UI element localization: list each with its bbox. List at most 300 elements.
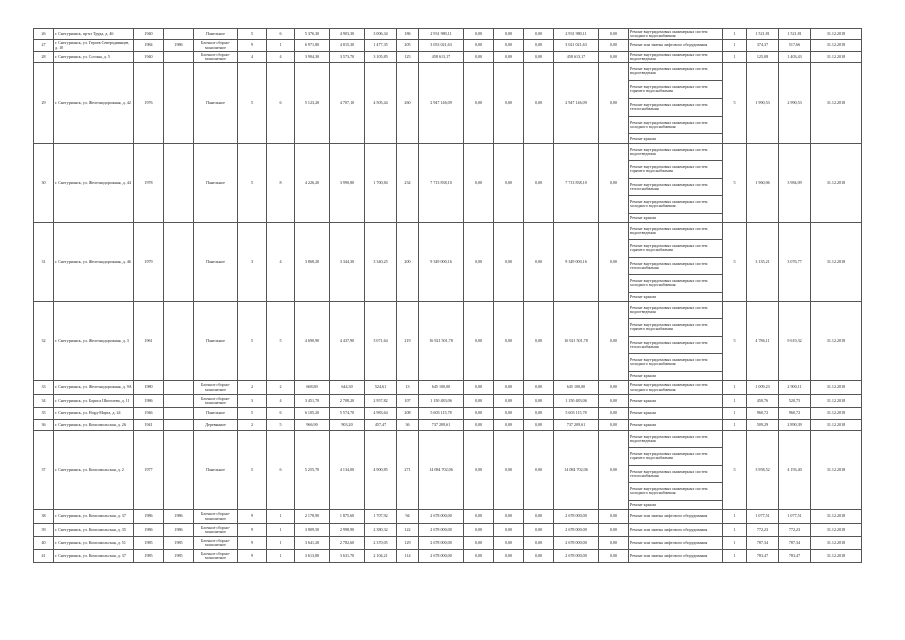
federal-fund-cell: 0,00	[464, 223, 494, 302]
other-funds-cell: 0,00	[599, 408, 629, 420]
units-cell: 1	[723, 524, 747, 537]
other-funds-cell: 0,00	[599, 381, 629, 395]
work-item: Ремонт крыши	[630, 410, 656, 416]
municipal-budget-cell: 0,00	[524, 550, 554, 563]
other-funds-cell: 0,00	[599, 431, 629, 510]
living-area-cell: 3 990,80	[330, 144, 365, 223]
address-cell: г. Снегурианск, ул. Сосина, д. 5	[54, 52, 134, 63]
wall-material-cell: Панельное	[194, 408, 238, 420]
municipal-budget-cell: 0,00	[524, 537, 554, 550]
work-item: Ремонт или замена лифтового оборудования	[630, 513, 708, 519]
other-funds-cell: 0,00	[599, 537, 629, 550]
works-list	[629, 524, 722, 536]
living-area-cell: 4 707,10	[330, 63, 365, 144]
total-area-cell: 4 690,90	[295, 302, 330, 381]
works-list	[629, 408, 722, 419]
regional-budget-cell: 0,00	[494, 52, 524, 63]
works-list	[629, 510, 722, 523]
total-area-cell: 4 226,20	[295, 144, 330, 223]
wall-material-cell: Блочное сборно-монолитное	[194, 524, 238, 537]
deadline-cell: 31.12.2018	[811, 29, 862, 40]
total-area-cell: 5 376,30	[295, 29, 330, 40]
works-cell	[629, 40, 723, 52]
owners-funds-cell: 3 021 021,63	[554, 40, 599, 52]
address-cell: г. Снегурианск, ул. Железнодорожная, д. 42	[54, 63, 134, 144]
commission-year-cell	[164, 408, 194, 420]
floors-cell: 9	[238, 550, 267, 563]
work-item: Ремонт внутридомовых инженерных систем водоотведения	[629, 223, 722, 240]
federal-fund-cell: 0,00	[464, 524, 494, 537]
residents-cell: 271	[397, 431, 419, 510]
capital-repair-table-page	[33, 28, 861, 580]
works-list	[629, 420, 722, 430]
deadline-cell: 31.12.2018	[811, 381, 862, 395]
deadline-cell: 31.12.2018	[811, 144, 862, 223]
total-area-cell: 3 809,50	[295, 524, 330, 537]
table-row	[34, 63, 862, 144]
living-area-cell: 2 708,20	[330, 395, 365, 408]
table-body	[34, 29, 862, 563]
address-cell: г. Снегурианск, ул. Комсомольская, д. 51	[54, 537, 134, 550]
floors-cell: 9	[238, 40, 267, 52]
nonliving-area-cell: 4 900,85	[365, 431, 397, 510]
total-cost-cell: 2 678 000,00	[419, 550, 464, 563]
unit-cost-cell: 783,47	[747, 550, 779, 563]
work-item: Ремонт внутридомовых инженерных систем холодного водоснабжения	[629, 275, 722, 293]
total-cost-cell: 14 084 702,06	[419, 431, 464, 510]
works-list	[629, 40, 722, 51]
max-cost-cell: 3 076,77	[779, 223, 811, 302]
works-list	[629, 223, 722, 301]
address-cell: г. Снегурианск, ул. Железнодорожная, д. 9А	[54, 381, 134, 395]
max-cost-cell: 2 990,53	[779, 63, 811, 144]
commission-year-cell	[164, 395, 194, 408]
floors-cell: 3	[238, 223, 267, 302]
total-area-cell: 3 641,20	[295, 537, 330, 550]
wall-material-cell: Панельное	[194, 63, 238, 144]
work-item: Ремонт внутридомовых инженерных систем теплоснабжения	[629, 465, 722, 483]
regional-budget-cell: 0,00	[494, 408, 524, 420]
deadline-cell: 31.12.2018	[811, 431, 862, 510]
owners-funds-cell: 458 613,17	[554, 52, 599, 63]
unit-cost-cell: 125,08	[747, 52, 779, 63]
other-funds-cell: 0,00	[599, 29, 629, 40]
work-item: Ремонт крыши	[630, 372, 656, 378]
regional-budget-cell: 0,00	[494, 550, 524, 563]
nonliving-area-cell: 1 707,92	[365, 510, 397, 524]
row-number: 37	[34, 431, 54, 510]
deadline-cell: 31.12.2018	[811, 223, 862, 302]
address-cell: г. Снегурианск, ул. Комсомольская, д. 26	[54, 420, 134, 431]
works-cell	[629, 381, 723, 395]
floors-cell: 5	[238, 431, 267, 510]
work-item: Ремонт внутридомовых инженерных систем холодного водоснабжения	[629, 196, 722, 214]
living-area-cell: 4 815,30	[330, 40, 365, 52]
unit-cost-cell: 1 009,23	[747, 381, 779, 395]
unit-cost-cell: 1 521,81	[747, 29, 779, 40]
row-number: 40	[34, 537, 54, 550]
nonliving-area-cell: 2 957,82	[365, 395, 397, 408]
living-area-cell: 2 998,90	[330, 524, 365, 537]
table-row	[34, 381, 862, 395]
build-year-cell: 1984	[134, 40, 164, 52]
entrances-cell: 5	[267, 302, 295, 381]
nonliving-area-cell: 3 006,34	[365, 29, 397, 40]
regional-budget-cell: 0,00	[494, 510, 524, 524]
row-number: 32	[34, 302, 54, 381]
max-cost-cell: 772,23	[779, 524, 811, 537]
federal-fund-cell: 0,00	[464, 510, 494, 524]
living-area-cell: 1 875,60	[330, 510, 365, 524]
total-cost-cell: 2 678 000,00	[419, 537, 464, 550]
entrances-cell: 1	[267, 510, 295, 524]
works-cell	[629, 524, 723, 537]
build-year-cell: 1977	[134, 431, 164, 510]
work-item: Ремонт или замена лифтового оборудования	[630, 539, 708, 545]
work-item: Ремонт внутридомовых инженерных систем горячего водоснабжения	[629, 80, 722, 98]
row-number: 30	[34, 144, 54, 223]
build-year-cell: 1941	[134, 420, 164, 431]
total-cost-cell: 3 053 021,63	[419, 40, 464, 52]
wall-material-cell: Панельное	[194, 223, 238, 302]
works-cell	[629, 63, 723, 144]
max-cost-cell: 9 619,32	[779, 302, 811, 381]
build-year-cell: 1976	[134, 63, 164, 144]
floors-cell: 9	[238, 510, 267, 524]
nonliving-area-cell: 2 104,21	[365, 550, 397, 563]
row-number: 35	[34, 408, 54, 420]
nonliving-area-cell: 1 700,84	[365, 144, 397, 223]
residents-cell: 260	[397, 63, 419, 144]
unit-cost-cell: 374,37	[747, 40, 779, 52]
works-cell	[629, 144, 723, 223]
table-row	[34, 395, 862, 408]
federal-fund-cell: 0,00	[464, 40, 494, 52]
residents-cell: 13	[397, 381, 419, 395]
floors-cell: 2	[238, 381, 267, 395]
other-funds-cell: 0,00	[599, 524, 629, 537]
work-item: Ремонт внутридомовых инженерных систем теплоснабжения	[629, 336, 722, 354]
address-cell: г. Снегурианск, ул. Бориса Шиголева, д. 11	[54, 395, 134, 408]
entrances-cell: 6	[267, 408, 295, 420]
total-cost-cell: 16 921 501,78	[419, 302, 464, 381]
residents-cell: 129	[397, 537, 419, 550]
floors-cell: 3	[238, 395, 267, 408]
municipal-budget-cell: 0,00	[524, 395, 554, 408]
other-funds-cell: 0,00	[599, 510, 629, 524]
works-cell	[629, 537, 723, 550]
work-item: Ремонт или замена лифтового оборудования	[630, 42, 708, 48]
table-row	[34, 408, 862, 420]
works-cell	[629, 223, 723, 302]
table-row	[34, 510, 862, 524]
entrances-cell: 2	[267, 381, 295, 395]
federal-fund-cell: 0,00	[464, 420, 494, 431]
residents-cell: 208	[397, 408, 419, 420]
address-cell: г. Снегурианск, ул. Комсомольская, д. 37	[54, 550, 134, 563]
build-year-cell: 1986	[134, 395, 164, 408]
max-cost-cell: 520,75	[779, 395, 811, 408]
total-cost-cell: 737 209,61	[419, 420, 464, 431]
municipal-budget-cell: 0,00	[524, 431, 554, 510]
units-cell: 1	[723, 420, 747, 431]
units-cell: 1	[723, 52, 747, 63]
total-area-cell: 966,90	[295, 420, 330, 431]
regional-budget-cell: 0,00	[494, 302, 524, 381]
wall-material-cell: Блочное сборно-монолитное	[194, 550, 238, 563]
total-cost-cell: 1 150 483,06	[419, 395, 464, 408]
max-cost-cell: 960,72	[779, 408, 811, 420]
unit-cost-cell: 1 960,06	[747, 144, 779, 223]
commission-year-cell: 1985	[164, 550, 194, 563]
address-cell: г. Снегурианск, ул. Комсомольская, д. 35	[54, 524, 134, 537]
nonliving-area-cell: 457,47	[365, 420, 397, 431]
federal-fund-cell: 0,00	[464, 395, 494, 408]
commission-year-cell	[164, 29, 194, 40]
other-funds-cell: 0,00	[599, 40, 629, 52]
residents-cell: 114	[397, 550, 419, 563]
federal-fund-cell: 0,00	[464, 302, 494, 381]
commission-year-cell: 1986	[164, 510, 194, 524]
build-year-cell: 1986	[134, 524, 164, 537]
build-year-cell: 1946	[134, 408, 164, 420]
regional-budget-cell: 0,00	[494, 537, 524, 550]
living-area-cell: 3 631,70	[330, 550, 365, 563]
works-cell	[629, 52, 723, 63]
units-cell: 5	[723, 63, 747, 144]
units-cell: 1	[723, 408, 747, 420]
works-cell	[629, 420, 723, 431]
table-row	[34, 302, 862, 381]
work-item: Ремонт внутридомовых инженерных систем горячего водоснабжения	[629, 161, 722, 179]
build-year-cell: 1980	[134, 381, 164, 395]
other-funds-cell: 0,00	[599, 550, 629, 563]
row-number: 31	[34, 223, 54, 302]
floors-cell: 5	[238, 63, 267, 144]
works-list	[629, 537, 722, 549]
units-cell: 1	[723, 550, 747, 563]
residents-cell: 125	[397, 52, 419, 63]
work-item: Ремонт внутридомовых инженерных систем холодного водоснабжения	[630, 382, 708, 392]
row-number: 26	[34, 29, 54, 40]
work-item: Ремонт внутридомовых инженерных систем водоотведения	[629, 144, 722, 161]
unit-cost-cell: 1 077,51	[747, 510, 779, 524]
table-row	[34, 524, 862, 537]
regional-budget-cell: 0,00	[494, 40, 524, 52]
municipal-budget-cell: 0,00	[524, 223, 554, 302]
works-cell	[629, 408, 723, 420]
residents-cell: 200	[397, 223, 419, 302]
municipal-budget-cell: 0,00	[524, 144, 554, 223]
work-item: Ремонт или замена лифтового оборудования	[630, 526, 708, 532]
table-row	[34, 223, 862, 302]
unit-cost-cell: 4 786,11	[747, 302, 779, 381]
address-cell: г. Снегурианск, ул. Железнодорожная, д. 3	[54, 302, 134, 381]
max-cost-cell: 1 077,51	[779, 510, 811, 524]
total-cost-cell: 458 613,17	[419, 52, 464, 63]
owners-funds-cell: 14 084 702,06	[554, 431, 599, 510]
table-row	[34, 40, 862, 52]
federal-fund-cell: 0,00	[464, 29, 494, 40]
build-year-cell: 1940	[134, 52, 164, 63]
units-cell: 1	[723, 381, 747, 395]
total-area-cell: 668,80	[295, 381, 330, 395]
entrances-cell: 4	[267, 223, 295, 302]
entrances-cell: 4	[267, 52, 295, 63]
floors-cell: 2	[238, 420, 267, 431]
unit-cost-cell: 960,72	[747, 408, 779, 420]
deadline-cell: 31.12.2018	[811, 408, 862, 420]
work-item: Ремонт крыши	[630, 293, 656, 299]
works-list	[629, 381, 722, 394]
residents-cell: 107	[397, 395, 419, 408]
deadline-cell: 31.12.2018	[811, 302, 862, 381]
federal-fund-cell: 0,00	[464, 431, 494, 510]
owners-funds-cell: 16 921 501,78	[554, 302, 599, 381]
work-item: Ремонт внутридомовых инженерных систем водоотведения	[630, 52, 708, 61]
deadline-cell: 31.12.2018	[811, 420, 862, 431]
works-cell	[629, 550, 723, 563]
works-cell	[629, 431, 723, 510]
max-cost-cell: 517,66	[779, 40, 811, 52]
regional-budget-cell: 0,00	[494, 29, 524, 40]
works-cell	[629, 29, 723, 40]
table-row	[34, 144, 862, 223]
work-item: Ремонт крыши	[630, 397, 656, 403]
commission-year-cell: 1986	[164, 40, 194, 52]
nonliving-area-cell: 524,61	[365, 381, 397, 395]
nonliving-area-cell: 1 477,35	[365, 40, 397, 52]
regional-budget-cell: 0,00	[494, 144, 524, 223]
deadline-cell: 31.12.2018	[811, 52, 862, 63]
row-number: 34	[34, 395, 54, 408]
unit-cost-cell: 3 135,21	[747, 223, 779, 302]
owners-funds-cell: 2 678 000,00	[554, 524, 599, 537]
works-list	[629, 550, 722, 562]
row-number: 29	[34, 63, 54, 144]
federal-fund-cell: 0,00	[464, 550, 494, 563]
table-row	[34, 52, 862, 63]
work-item: Ремонт крыши	[630, 135, 656, 141]
works-list	[629, 29, 722, 39]
deadline-cell: 31.12.2018	[811, 63, 862, 144]
total-area-cell: 3 451,70	[295, 395, 330, 408]
wall-material-cell: Блочное сборно-монолитное	[194, 395, 238, 408]
floors-cell: 5	[238, 29, 267, 40]
regional-budget-cell: 0,00	[494, 63, 524, 144]
living-area-cell: 4 134,00	[330, 431, 365, 510]
units-cell: 1	[723, 40, 747, 52]
commission-year-cell	[164, 63, 194, 144]
entrances-cell: 5	[267, 420, 295, 431]
capital-repair-table	[33, 28, 862, 563]
build-year-cell: 1986	[134, 510, 164, 524]
floors-cell: 4	[238, 52, 267, 63]
owners-funds-cell: 2 678 000,00	[554, 537, 599, 550]
entrances-cell: 6	[267, 29, 295, 40]
other-funds-cell: 0,00	[599, 63, 629, 144]
unit-cost-cell: 787,34	[747, 537, 779, 550]
works-cell	[629, 302, 723, 381]
commission-year-cell	[164, 144, 194, 223]
entrances-cell: 6	[267, 431, 295, 510]
total-cost-cell: 2 947 146,09	[419, 63, 464, 144]
row-number: 36	[34, 420, 54, 431]
commission-year-cell	[164, 223, 194, 302]
municipal-budget-cell: 0,00	[524, 40, 554, 52]
regional-budget-cell: 0,00	[494, 431, 524, 510]
address-cell: г. Снегурианск, ул. Комсомольская, д. 2	[54, 431, 134, 510]
units-cell: 5	[723, 302, 747, 381]
commission-year-cell: 1986	[164, 524, 194, 537]
federal-fund-cell: 0,00	[464, 144, 494, 223]
nonliving-area-cell: 2 370,05	[365, 537, 397, 550]
owners-funds-cell: 645 100,00	[554, 381, 599, 395]
row-number: 27	[34, 40, 54, 52]
unit-cost-cell: 509,29	[747, 420, 779, 431]
work-item: Ремонт внутридомовых инженерных систем водоотведения	[629, 302, 722, 319]
max-cost-cell: 787,34	[779, 537, 811, 550]
table-row	[34, 420, 862, 431]
works-list	[629, 52, 722, 62]
deadline-cell: 31.12.2018	[811, 550, 862, 563]
work-item: Ремонт внутридомовых инженерных систем холодного водоснабжения	[630, 29, 708, 38]
build-year-cell: 1985	[134, 537, 164, 550]
work-item: Ремонт внутридомовых инженерных систем холодного водоснабжения	[629, 116, 722, 134]
entrances-cell: 6	[267, 63, 295, 144]
living-area-cell: 2 782,60	[330, 537, 365, 550]
residents-cell: 122	[397, 524, 419, 537]
entrances-cell: 4	[267, 395, 295, 408]
floors-cell: 9	[238, 537, 267, 550]
works-cell	[629, 510, 723, 524]
units-cell: 1	[723, 395, 747, 408]
works-list	[629, 395, 722, 407]
total-cost-cell: 2 678 000,00	[419, 524, 464, 537]
total-cost-cell: 645 100,00	[419, 381, 464, 395]
table-row	[34, 550, 862, 563]
municipal-budget-cell: 0,00	[524, 302, 554, 381]
unit-cost-cell: 772,23	[747, 524, 779, 537]
wall-material-cell: Блочное сборно-монолитное	[194, 510, 238, 524]
federal-fund-cell: 0,00	[464, 537, 494, 550]
row-number: 28	[34, 52, 54, 63]
other-funds-cell: 0,00	[599, 302, 629, 381]
wall-material-cell: Блочное сборно-монолитное	[194, 40, 238, 52]
federal-fund-cell: 0,00	[464, 63, 494, 144]
address-cell: г. Снегурианск, ул. Комсомольская, д. 37	[54, 510, 134, 524]
other-funds-cell: 0,00	[599, 223, 629, 302]
work-item: Ремонт крыши	[630, 501, 656, 507]
wall-material-cell: Панельное	[194, 431, 238, 510]
municipal-budget-cell: 0,00	[524, 408, 554, 420]
wall-material-cell: Панельное	[194, 29, 238, 40]
municipal-budget-cell: 0,00	[524, 510, 554, 524]
deadline-cell: 31.12.2018	[811, 537, 862, 550]
other-funds-cell: 0,00	[599, 395, 629, 408]
total-area-cell: 3 904,30	[295, 52, 330, 63]
total-cost-cell: 2 678 000,00	[419, 510, 464, 524]
row-number: 33	[34, 381, 54, 395]
municipal-budget-cell: 0,00	[524, 52, 554, 63]
address-cell: г. Снегурианск, ул. Норд-Марта, д. 24	[54, 408, 134, 420]
residents-cell: 186	[397, 29, 419, 40]
living-area-cell: 4 437,90	[330, 302, 365, 381]
nonliving-area-cell: 4 505,44	[365, 63, 397, 144]
residents-cell: 36	[397, 420, 419, 431]
wall-material-cell: Блочное сборно-монолитное	[194, 537, 238, 550]
owners-funds-cell: 9 349 000,16	[554, 223, 599, 302]
